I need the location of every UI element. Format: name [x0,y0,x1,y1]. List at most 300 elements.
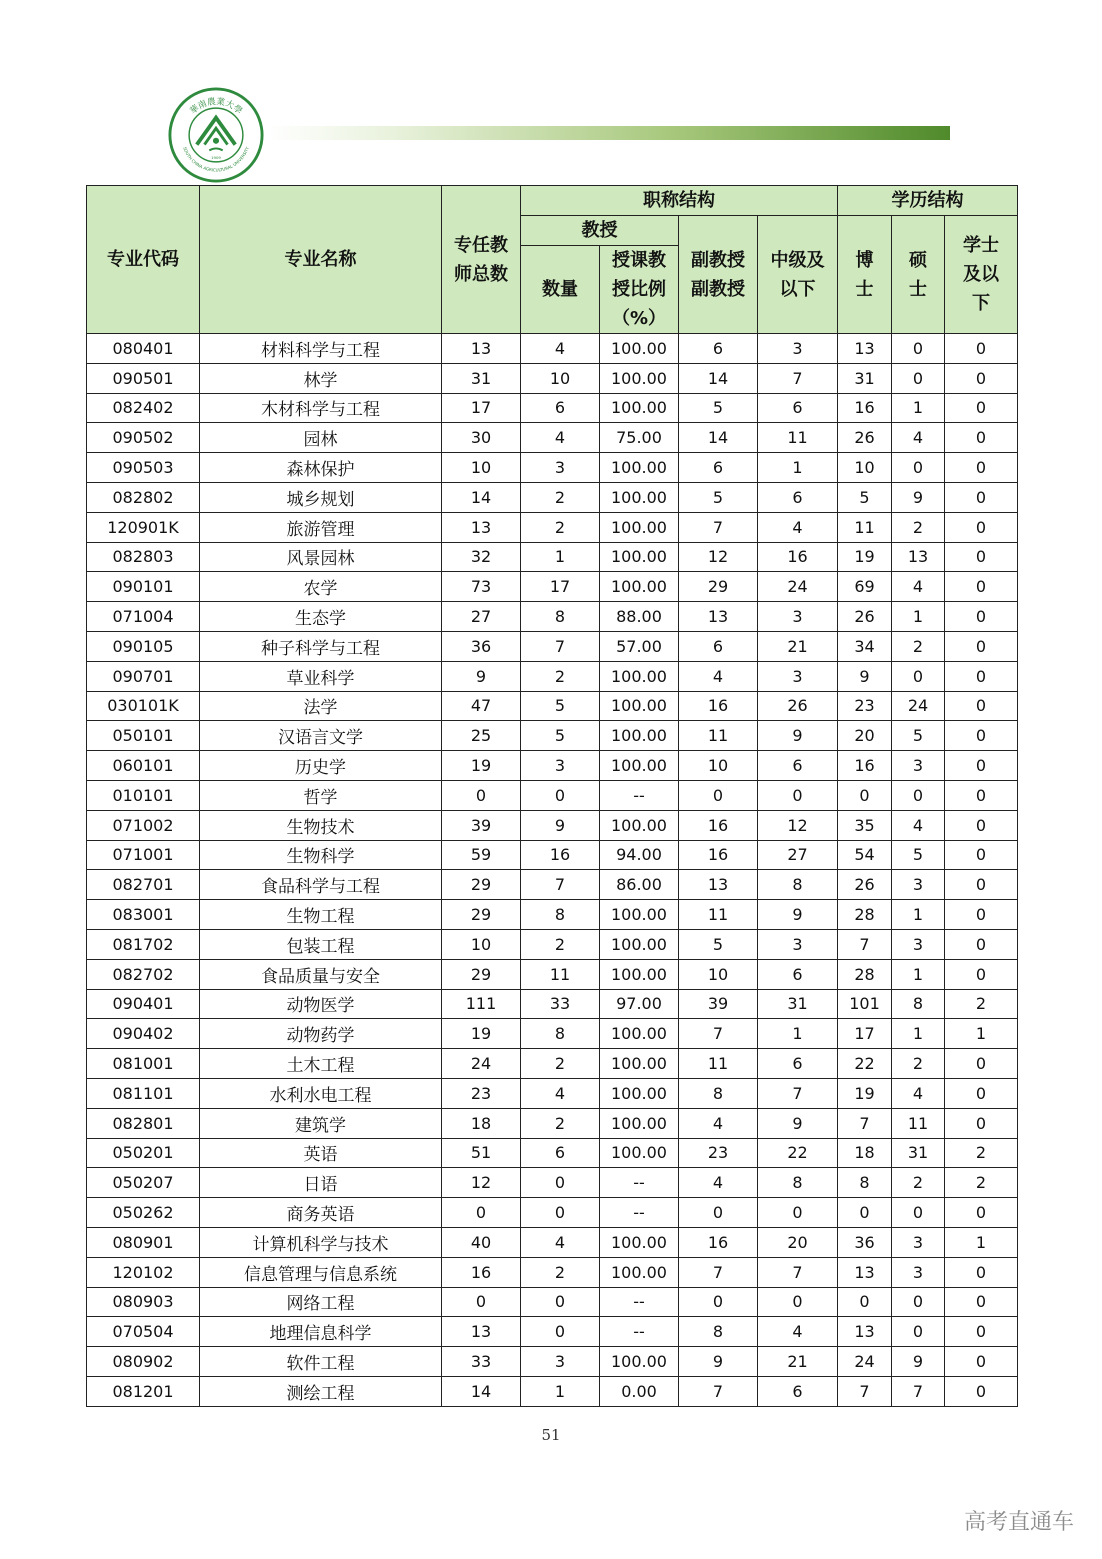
cell-assoc-professor: 11 [679,721,758,751]
cell-professor-count: 2 [521,929,600,959]
cell-bachelor-below: 0 [945,1347,1018,1377]
cell-professor-teaching-ratio: 100.00 [600,1227,679,1257]
cell-intermediate-below: 26 [758,691,838,721]
cell-assoc-professor: 16 [679,840,758,870]
cell-major-name: 日语 [200,1168,442,1198]
cell-bachelor-below: 0 [945,482,1018,512]
cell-major-name: 材料科学与工程 [200,334,442,364]
cell-phd: 34 [838,631,892,661]
cell-assoc-professor: 7 [679,512,758,542]
cell-assoc-professor: 14 [679,423,758,453]
cell-professor-teaching-ratio: -- [600,1317,679,1347]
cell-professor-teaching-ratio: 100.00 [600,691,679,721]
cell-master: 1 [892,1019,945,1049]
table-row [87,1347,1018,1377]
cell-intermediate-below: 6 [758,393,838,423]
cell-major-code: 070504 [87,1317,200,1347]
cell-professor-count: 6 [521,393,600,423]
cell-total-teachers: 111 [442,989,521,1019]
cell-intermediate-below: 16 [758,542,838,572]
cell-professor-count: 4 [521,334,600,364]
cell-assoc-professor: 5 [679,482,758,512]
cell-assoc-professor: 0 [679,1198,758,1228]
table-row [87,959,1018,989]
table-row [87,721,1018,751]
cell-professor-count: 16 [521,840,600,870]
header-gradient-bar [268,126,950,140]
cell-master: 0 [892,363,945,393]
cell-phd: 0 [838,780,892,810]
cell-professor-teaching-ratio: 100.00 [600,1019,679,1049]
cell-major-name: 园林 [200,423,442,453]
table-row [87,751,1018,781]
cell-professor-teaching-ratio: 57.00 [600,631,679,661]
cell-professor-count: 0 [521,1198,600,1228]
cell-major-code: 090401 [87,989,200,1019]
cell-assoc-professor: 6 [679,631,758,661]
watermark-text: 高考直通车 [963,1510,1074,1535]
cell-major-name: 英语 [200,1138,442,1168]
cell-phd: 24 [838,1347,892,1377]
cell-professor-count: 11 [521,959,600,989]
cell-professor-teaching-ratio: -- [600,780,679,810]
cell-professor-teaching-ratio: 75.00 [600,423,679,453]
cell-bachelor-below: 0 [945,572,1018,602]
cell-intermediate-below: 7 [758,363,838,393]
cell-bachelor-below: 0 [945,900,1018,930]
cell-phd: 22 [838,1049,892,1079]
cell-phd: 19 [838,1078,892,1108]
cell-major-name: 草业科学 [200,661,442,691]
cell-bachelor-below: 0 [945,1198,1018,1228]
cell-phd: 0 [838,1287,892,1317]
table-row [87,691,1018,721]
cell-major-code: 010101 [87,780,200,810]
cell-phd: 26 [838,602,892,632]
cell-major-code: 050207 [87,1168,200,1198]
cell-professor-count: 3 [521,1347,600,1377]
table-row [87,929,1018,959]
cell-assoc-professor: 0 [679,780,758,810]
col-header-major-name: 专业名称 [200,186,442,334]
cell-total-teachers: 17 [442,393,521,423]
cell-intermediate-below: 6 [758,751,838,781]
cell-phd: 13 [838,1257,892,1287]
cell-total-teachers: 29 [442,870,521,900]
cell-phd: 26 [838,870,892,900]
cell-bachelor-below: 0 [945,1287,1018,1317]
col-header-total-teachers: 专任教师总数 [442,186,521,334]
cell-professor-teaching-ratio: 100.00 [600,1078,679,1108]
cell-master: 4 [892,1078,945,1108]
cell-phd: 16 [838,751,892,781]
cell-bachelor-below: 0 [945,751,1018,781]
cell-major-name: 计算机科学与技术 [200,1227,442,1257]
cell-major-name: 生物技术 [200,810,442,840]
cell-total-teachers: 39 [442,810,521,840]
cell-major-code: 120901K [87,512,200,542]
cell-master: 0 [892,1317,945,1347]
cell-professor-teaching-ratio: 100.00 [600,542,679,572]
cell-master: 4 [892,572,945,602]
cell-intermediate-below: 4 [758,512,838,542]
table-row [87,1049,1018,1079]
cell-master: 0 [892,1198,945,1228]
cell-total-teachers: 10 [442,929,521,959]
cell-professor-count: 2 [521,512,600,542]
cell-total-teachers: 23 [442,1078,521,1108]
cell-master: 8 [892,989,945,1019]
cell-professor-count: 3 [521,751,600,781]
cell-professor-teaching-ratio: 100.00 [600,572,679,602]
cell-intermediate-below: 20 [758,1227,838,1257]
cell-professor-count: 2 [521,661,600,691]
group-header-professor: 教授 [521,216,679,246]
cell-major-name: 动物药学 [200,1019,442,1049]
cell-professor-count: 0 [521,780,600,810]
cell-phd: 31 [838,363,892,393]
cell-major-code: 030101K [87,691,200,721]
table-row [87,542,1018,572]
cell-master: 1 [892,959,945,989]
cell-professor-count: 2 [521,1257,600,1287]
cell-major-name: 水利水电工程 [200,1078,442,1108]
cell-professor-count: 17 [521,572,600,602]
cell-phd: 17 [838,1019,892,1049]
cell-intermediate-below: 3 [758,929,838,959]
cell-bachelor-below: 2 [945,1168,1018,1198]
col-header-professor-teaching-ratio: 授课教授比例（%） [600,246,679,334]
col-header-master: 硕士 [892,216,945,334]
cell-phd: 19 [838,542,892,572]
cell-professor-teaching-ratio: 100.00 [600,661,679,691]
cell-bachelor-below: 0 [945,929,1018,959]
cell-professor-teaching-ratio: 86.00 [600,870,679,900]
cell-professor-teaching-ratio: 100.00 [600,810,679,840]
cell-major-name: 生物工程 [200,900,442,930]
group-header-education-structure: 学历结构 [838,186,1018,216]
cell-total-teachers: 19 [442,1019,521,1049]
cell-total-teachers: 24 [442,1049,521,1079]
cell-assoc-professor: 39 [679,989,758,1019]
cell-major-code: 080903 [87,1287,200,1317]
cell-professor-teaching-ratio: 100.00 [600,959,679,989]
cell-intermediate-below: 9 [758,1108,838,1138]
university-logo [168,87,264,183]
cell-major-name: 汉语言文学 [200,721,442,751]
cell-intermediate-below: 22 [758,1138,838,1168]
cell-bachelor-below: 0 [945,602,1018,632]
cell-bachelor-below: 0 [945,1108,1018,1138]
cell-total-teachers: 14 [442,482,521,512]
table-row [87,1108,1018,1138]
cell-bachelor-below: 0 [945,1317,1018,1347]
cell-intermediate-below: 7 [758,1078,838,1108]
cell-master: 3 [892,870,945,900]
table-row [87,870,1018,900]
cell-intermediate-below: 0 [758,1198,838,1228]
cell-professor-teaching-ratio: 100.00 [600,512,679,542]
cell-major-code: 082702 [87,959,200,989]
cell-major-code: 071001 [87,840,200,870]
cell-phd: 23 [838,691,892,721]
cell-assoc-professor: 13 [679,602,758,632]
cell-assoc-professor: 10 [679,959,758,989]
cell-bachelor-below: 0 [945,453,1018,483]
cell-professor-count: 8 [521,602,600,632]
cell-assoc-professor: 8 [679,1317,758,1347]
cell-professor-teaching-ratio: 0.00 [600,1376,679,1406]
cell-professor-count: 10 [521,363,600,393]
cell-major-name: 测绘工程 [200,1376,442,1406]
cell-bachelor-below: 0 [945,959,1018,989]
cell-major-code: 083001 [87,900,200,930]
cell-master: 0 [892,780,945,810]
table-body [87,334,1018,1407]
cell-master: 2 [892,631,945,661]
cell-major-code: 090503 [87,453,200,483]
cell-bachelor-below: 0 [945,810,1018,840]
table-row [87,780,1018,810]
cell-bachelor-below: 0 [945,780,1018,810]
table-row [87,602,1018,632]
cell-total-teachers: 51 [442,1138,521,1168]
cell-intermediate-below: 0 [758,780,838,810]
cell-professor-count: 9 [521,810,600,840]
cell-professor-teaching-ratio: 100.00 [600,453,679,483]
cell-major-code: 090105 [87,631,200,661]
cell-major-code: 050101 [87,721,200,751]
cell-bachelor-below: 0 [945,840,1018,870]
cell-master: 0 [892,334,945,364]
cell-bachelor-below: 2 [945,1138,1018,1168]
cell-intermediate-below: 6 [758,959,838,989]
cell-total-teachers: 12 [442,1168,521,1198]
cell-intermediate-below: 12 [758,810,838,840]
faculty-structure-table [86,185,1018,1407]
cell-phd: 35 [838,810,892,840]
cell-bachelor-below: 0 [945,1376,1018,1406]
cell-major-name: 风景园林 [200,542,442,572]
cell-professor-count: 5 [521,691,600,721]
cell-major-code: 082802 [87,482,200,512]
cell-major-name: 生态学 [200,602,442,632]
logo-english-name: SOUTH CHINA AGRICULTURAL UNIVERSITY [182,146,250,173]
table-row [87,661,1018,691]
cell-intermediate-below: 0 [758,1287,838,1317]
cell-total-teachers: 29 [442,900,521,930]
cell-professor-teaching-ratio: -- [600,1168,679,1198]
cell-major-code: 082701 [87,870,200,900]
cell-major-name: 地理信息科学 [200,1317,442,1347]
cell-intermediate-below: 8 [758,870,838,900]
cell-professor-count: 4 [521,1078,600,1108]
cell-major-name: 旅游管理 [200,512,442,542]
cell-master: 3 [892,1257,945,1287]
cell-bachelor-below: 0 [945,870,1018,900]
cell-major-code: 082402 [87,393,200,423]
cell-assoc-professor: 6 [679,334,758,364]
cell-major-name: 木材科学与工程 [200,393,442,423]
cell-major-name: 种子科学与工程 [200,631,442,661]
cell-major-code: 050262 [87,1198,200,1228]
cell-bachelor-below: 0 [945,691,1018,721]
cell-major-code: 060101 [87,751,200,781]
cell-assoc-professor: 8 [679,1078,758,1108]
cell-bachelor-below: 0 [945,1257,1018,1287]
cell-assoc-professor: 4 [679,661,758,691]
table-row [87,453,1018,483]
cell-phd: 20 [838,721,892,751]
cell-total-teachers: 13 [442,1317,521,1347]
cell-professor-count: 8 [521,900,600,930]
table-row [87,334,1018,364]
cell-major-name: 历史学 [200,751,442,781]
cell-major-name: 森林保护 [200,453,442,483]
cell-professor-count: 1 [521,542,600,572]
cell-professor-count: 7 [521,870,600,900]
cell-total-teachers: 73 [442,572,521,602]
cell-professor-count: 2 [521,482,600,512]
cell-assoc-professor: 11 [679,900,758,930]
table-row [87,423,1018,453]
cell-phd: 36 [838,1227,892,1257]
table-row [87,1138,1018,1168]
table-row [87,1317,1018,1347]
cell-intermediate-below: 21 [758,631,838,661]
cell-master: 0 [892,1287,945,1317]
cell-total-teachers: 29 [442,959,521,989]
cell-phd: 7 [838,929,892,959]
cell-professor-teaching-ratio: 100.00 [600,751,679,781]
cell-intermediate-below: 8 [758,1168,838,1198]
cell-total-teachers: 40 [442,1227,521,1257]
cell-assoc-professor: 11 [679,1049,758,1079]
cell-master: 3 [892,751,945,781]
table-row [87,363,1018,393]
cell-professor-teaching-ratio: -- [600,1198,679,1228]
cell-major-code: 050201 [87,1138,200,1168]
cell-major-name: 包装工程 [200,929,442,959]
cell-master: 5 [892,840,945,870]
cell-total-teachers: 9 [442,661,521,691]
cell-master: 24 [892,691,945,721]
cell-intermediate-below: 7 [758,1257,838,1287]
cell-bachelor-below: 0 [945,363,1018,393]
cell-major-name: 食品质量与安全 [200,959,442,989]
cell-bachelor-below: 0 [945,542,1018,572]
cell-assoc-professor: 23 [679,1138,758,1168]
cell-professor-count: 2 [521,1049,600,1079]
table-row [87,1168,1018,1198]
col-header-major-code: 专业代码 [87,186,200,334]
cell-intermediate-below: 9 [758,900,838,930]
cell-professor-count: 0 [521,1168,600,1198]
cell-master: 2 [892,1049,945,1079]
col-header-professor-count: 数量 [521,246,600,334]
cell-phd: 26 [838,423,892,453]
cell-major-code: 090502 [87,423,200,453]
cell-intermediate-below: 9 [758,721,838,751]
cell-total-teachers: 0 [442,1198,521,1228]
page-number: 51 [541,1426,561,1444]
cell-major-code: 090402 [87,1019,200,1049]
cell-intermediate-below: 31 [758,989,838,1019]
cell-total-teachers: 13 [442,512,521,542]
cell-professor-teaching-ratio: 100.00 [600,1347,679,1377]
col-header-assoc-professor: 副教授副教授 [679,216,758,334]
cell-major-name: 网络工程 [200,1287,442,1317]
cell-intermediate-below: 6 [758,1049,838,1079]
cell-professor-count: 1 [521,1376,600,1406]
cell-major-code: 082803 [87,542,200,572]
cell-master: 7 [892,1376,945,1406]
cell-master: 1 [892,602,945,632]
cell-total-teachers: 10 [442,453,521,483]
cell-phd: 28 [838,959,892,989]
cell-professor-teaching-ratio: 100.00 [600,929,679,959]
cell-major-code: 081001 [87,1049,200,1079]
cell-phd: 5 [838,482,892,512]
cell-intermediate-below: 6 [758,482,838,512]
cell-intermediate-below: 24 [758,572,838,602]
cell-professor-teaching-ratio: 100.00 [600,363,679,393]
cell-assoc-professor: 4 [679,1168,758,1198]
cell-master: 2 [892,512,945,542]
cell-major-code: 081201 [87,1376,200,1406]
cell-assoc-professor: 29 [679,572,758,602]
cell-phd: 9 [838,661,892,691]
cell-total-teachers: 59 [442,840,521,870]
cell-professor-teaching-ratio: 88.00 [600,602,679,632]
cell-bachelor-below: 0 [945,512,1018,542]
cell-professor-teaching-ratio: 100.00 [600,334,679,364]
cell-total-teachers: 36 [442,631,521,661]
cell-total-teachers: 16 [442,1257,521,1287]
cell-major-name: 食品科学与工程 [200,870,442,900]
logo-chinese-name: 華南農業大學 [188,97,244,117]
cell-assoc-professor: 5 [679,393,758,423]
cell-major-name: 农学 [200,572,442,602]
table-row [87,393,1018,423]
cell-bachelor-below: 1 [945,1227,1018,1257]
table-row [87,1257,1018,1287]
cell-total-teachers: 47 [442,691,521,721]
cell-intermediate-below: 1 [758,1019,838,1049]
cell-assoc-professor: 0 [679,1287,758,1317]
cell-bachelor-below: 0 [945,1078,1018,1108]
cell-master: 1 [892,393,945,423]
cell-bachelor-below: 2 [945,989,1018,1019]
cell-total-teachers: 14 [442,1376,521,1406]
cell-phd: 11 [838,512,892,542]
cell-professor-count: 3 [521,453,600,483]
cell-major-code: 090701 [87,661,200,691]
col-header-phd: 博士 [838,216,892,334]
cell-professor-teaching-ratio: 100.00 [600,393,679,423]
cell-professor-teaching-ratio: 100.00 [600,1257,679,1287]
cell-bachelor-below: 0 [945,661,1018,691]
col-header-bachelor-below: 学士及以下 [945,216,1018,334]
cell-professor-count: 4 [521,1227,600,1257]
table-row [87,572,1018,602]
cell-professor-teaching-ratio: 100.00 [600,900,679,930]
cell-major-name: 土木工程 [200,1049,442,1079]
cell-major-name: 生物科学 [200,840,442,870]
cell-assoc-professor: 16 [679,691,758,721]
cell-master: 2 [892,1168,945,1198]
cell-bachelor-below: 1 [945,1019,1018,1049]
